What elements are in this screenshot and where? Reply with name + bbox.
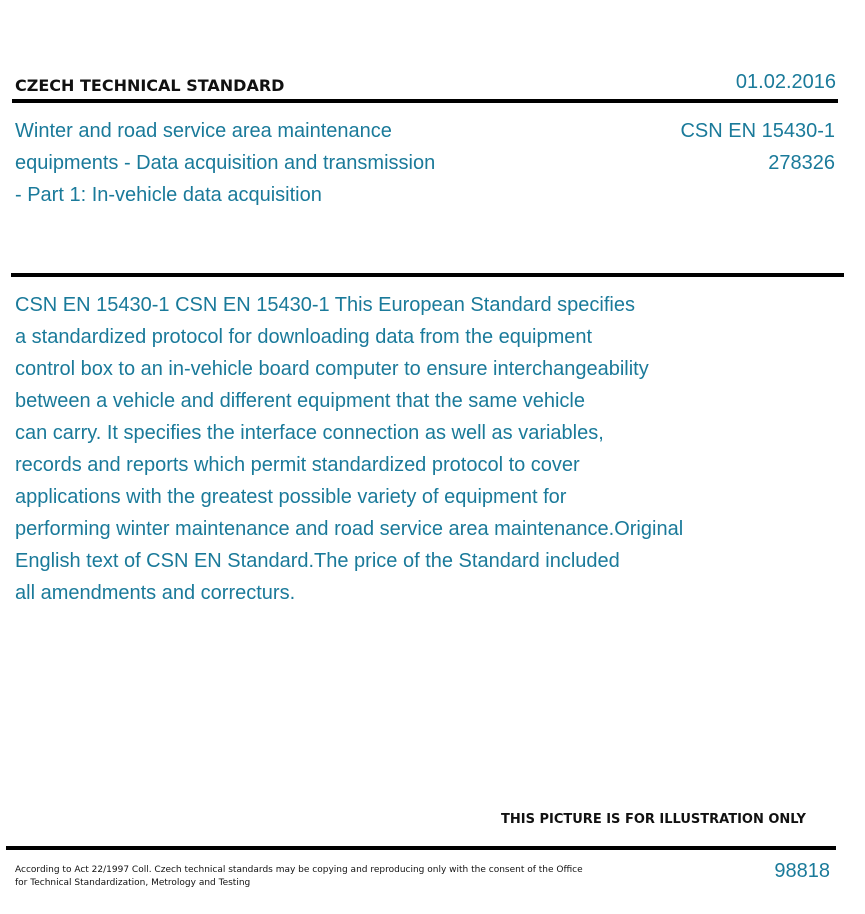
- legal-notice: According to Act 22/1997 Coll. Czech technical standards may be copying and reproducing only with the consent of the Office for Technical Standardization, Metrology and Testing: [15, 865, 583, 888]
- illustration-note: THIS PICTURE IS FOR ILLUSTRATION ONLY: [501, 812, 806, 827]
- header-divider: [12, 99, 838, 103]
- document-type-heading: CZECH TECHNICAL STANDARD: [15, 76, 285, 95]
- title-divider: [11, 273, 844, 277]
- publication-date: 01.02.2016: [735, 71, 836, 93]
- document-number: 98818: [774, 860, 830, 882]
- footer-divider: [6, 846, 836, 850]
- abstract-text: CSN EN 15430-1 CSN EN 15430-1 This European Standard specifies a standardized protocol for downloading data from the equipment control box to an in-vehicle board computer to ensure interchangeability between a vehicle and different equipment that the same vehicle can carry. It specifies the interface connection as well as variables, records and reports which permit standardized protocol to cover applications with the greatest possible variety of equipment for performing winter maintenance and road service area maintenance.Original English text of CSN EN Standard.The price of the Standard included all amendments and correcturs.: [15, 294, 684, 604]
- catalog-number: 278326: [768, 152, 835, 174]
- standard-code: CSN EN 15430-1: [680, 120, 835, 142]
- standard-title: Winter and road service area maintenance equipments - Data acquisition and transmission - Part 1: In-vehicle data acquisition: [15, 120, 436, 206]
- standard-identifiers: [680, 115, 835, 179]
